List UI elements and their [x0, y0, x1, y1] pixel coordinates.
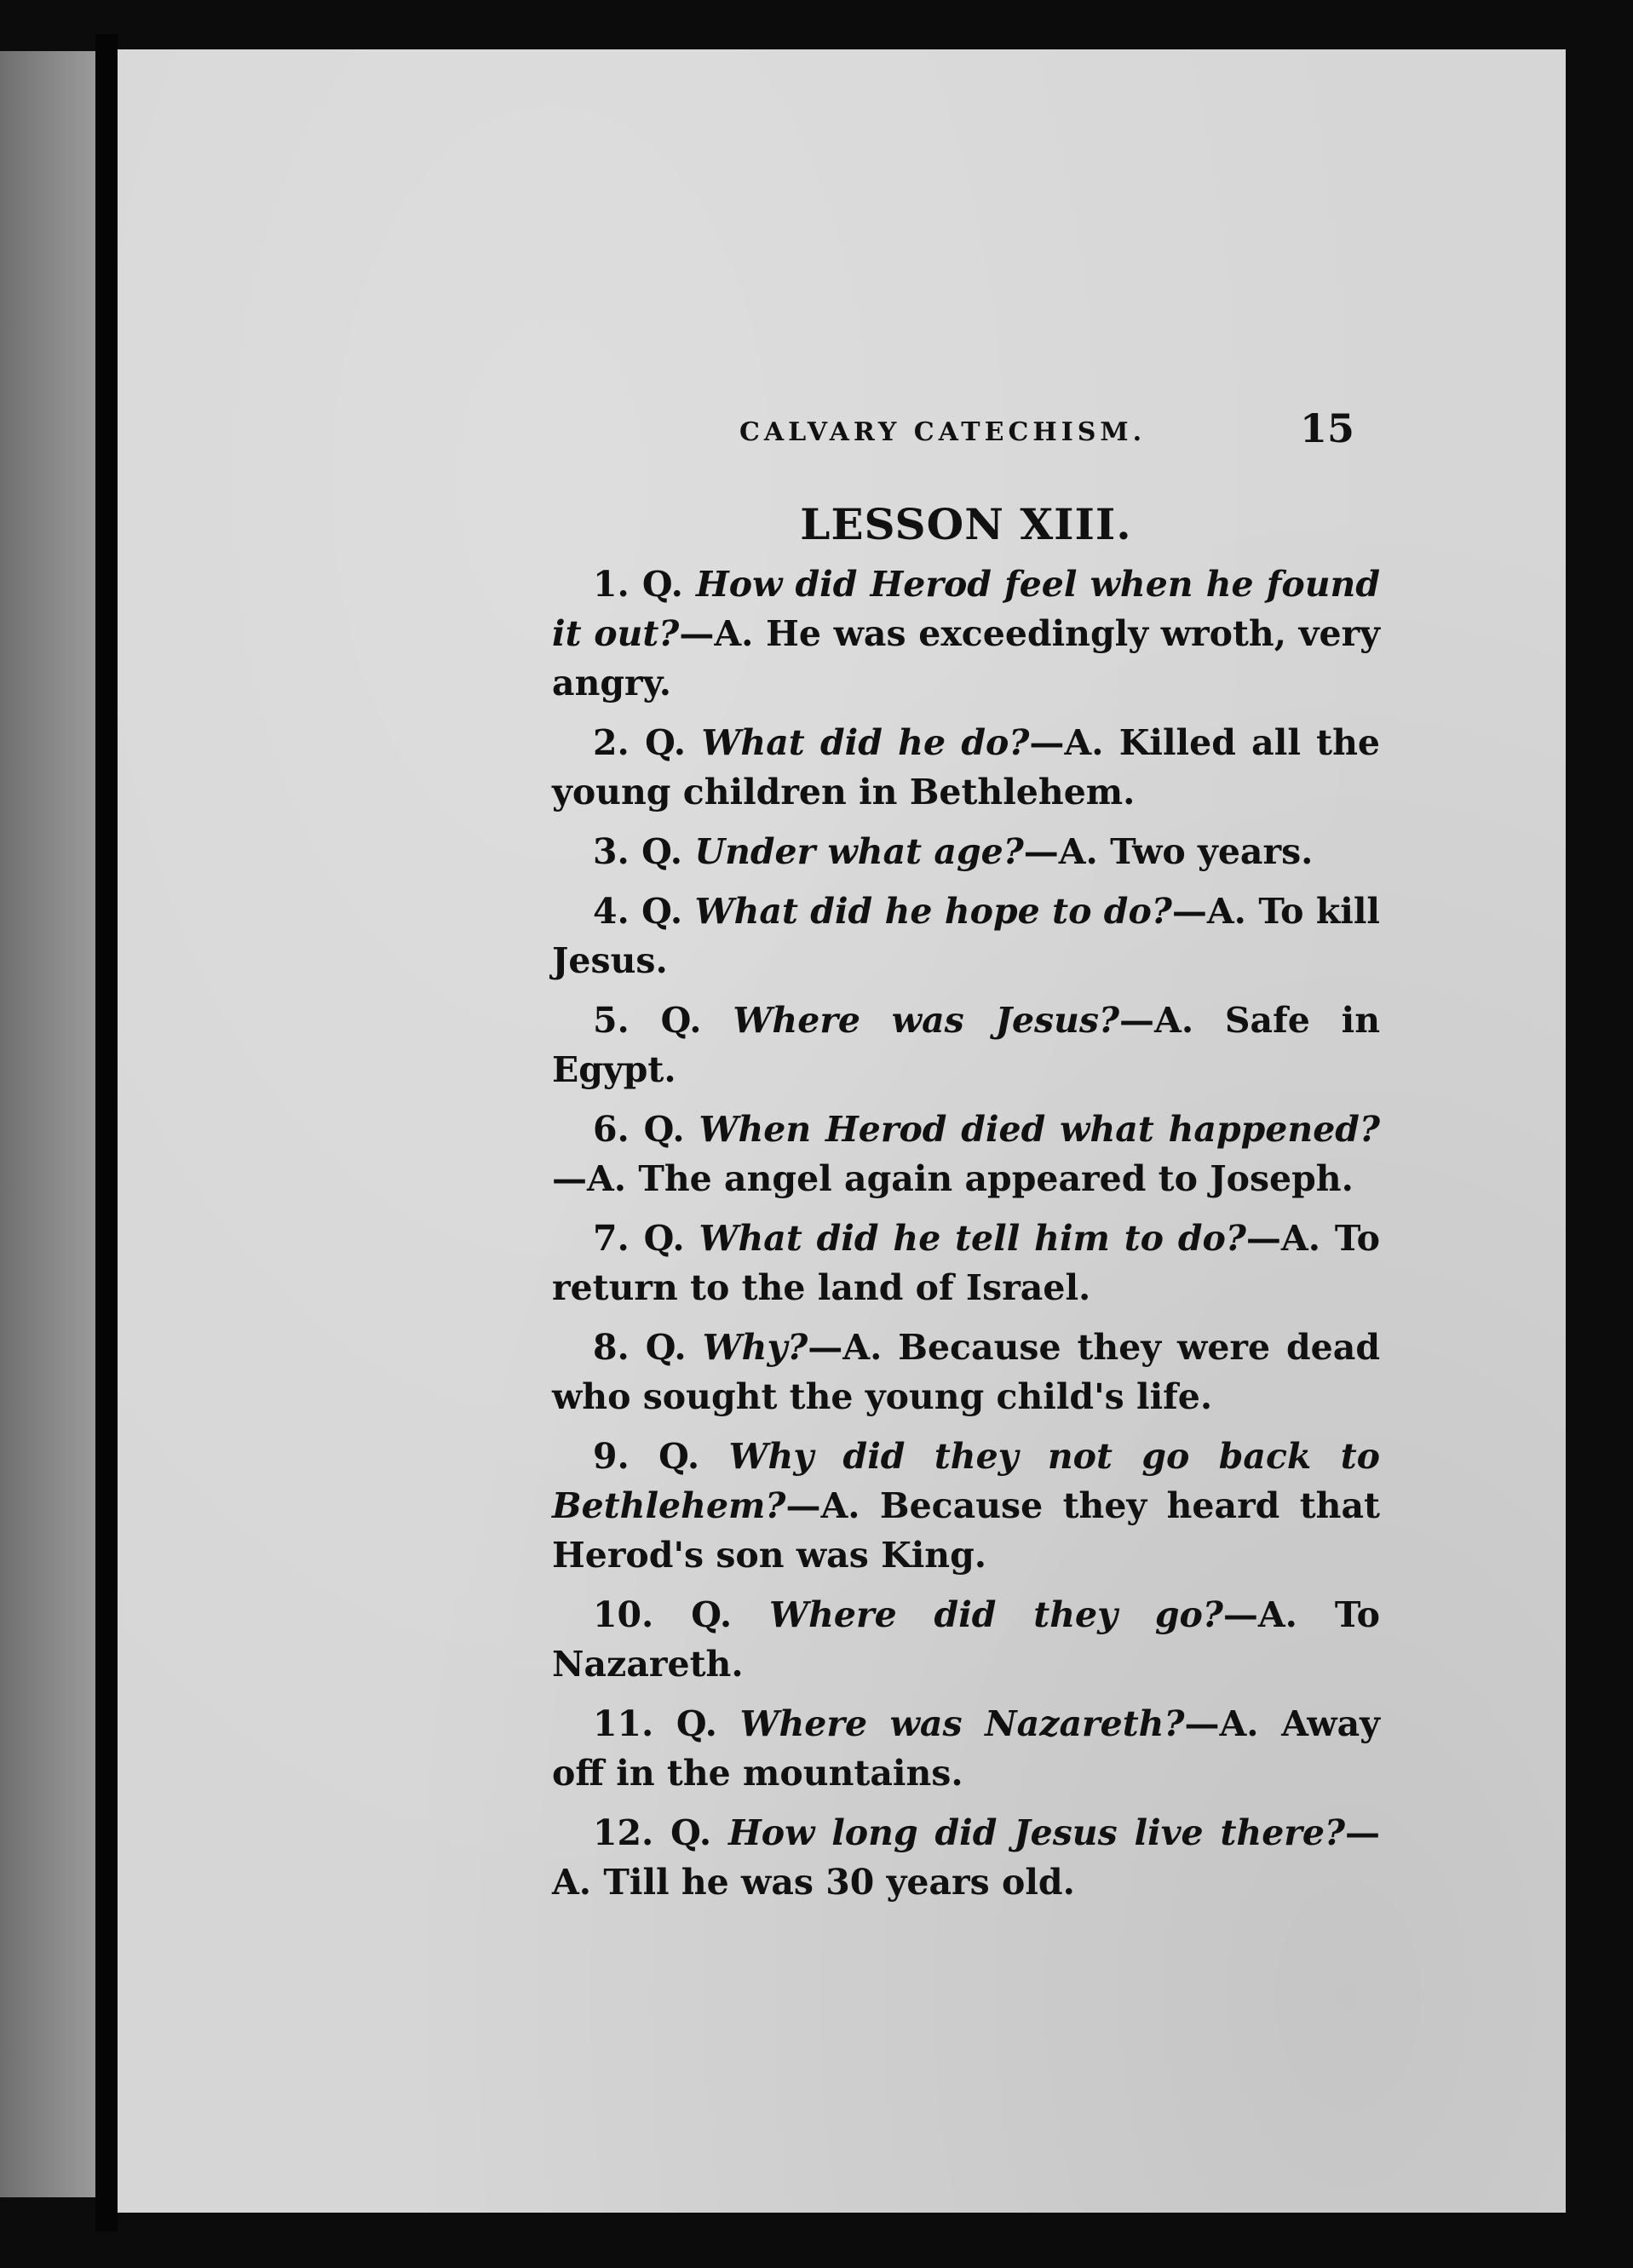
qa-item [552, 1214, 1380, 1312]
qa-item [552, 996, 1380, 1094]
answer-text: —A. To Nazareth. [552, 1594, 1380, 1685]
running-head [552, 405, 1380, 456]
question-text: Under what age? [694, 831, 1024, 872]
qa-item [552, 887, 1380, 985]
qa-item [552, 1590, 1380, 1689]
qa-item [552, 1808, 1380, 1907]
book-page [118, 49, 1566, 2213]
qa-item [552, 1323, 1380, 1421]
answer-text: —A. To return to the land of Israel. [552, 1218, 1380, 1308]
qa-label: 9. Q. [593, 1436, 700, 1477]
answer-text: —A. Safe in Egypt. [552, 1000, 1380, 1090]
qa-label: 5. Q. [593, 1000, 702, 1041]
qa-label: 10. Q. [593, 1594, 733, 1635]
qa-label: 8. Q. [593, 1327, 687, 1368]
qa-item [552, 1432, 1380, 1580]
answer-text: —A. To kill Jesus. [552, 891, 1380, 981]
question-text: Why? [702, 1327, 808, 1368]
answer-text: —A. Two years. [1023, 831, 1314, 872]
answer-text: —A. He was exceedingly wroth, very angry. [552, 613, 1380, 703]
running-title: CALVARY CATECHISM. [739, 417, 1147, 447]
qa-item [552, 560, 1380, 708]
qa-item [552, 1699, 1380, 1798]
qa-item [552, 718, 1380, 817]
question-text: What did he hope to do? [694, 891, 1172, 932]
qa-label: 3. Q. [593, 831, 683, 872]
question-text: Where did they go? [769, 1594, 1223, 1635]
qa-list [552, 560, 1380, 1907]
qa-label: 11. Q. [593, 1703, 717, 1744]
qa-label: 12. Q. [593, 1812, 712, 1853]
question-text: What did he do? [701, 722, 1030, 763]
book-gutter [95, 34, 118, 2231]
qa-item [552, 1105, 1380, 1203]
answer-text: —A. Till he was 30 years old. [552, 1812, 1380, 1903]
answer-text: —A. Because they were dead who sought the young child's life. [552, 1327, 1380, 1417]
question-text: What did he tell him to do? [699, 1218, 1246, 1259]
qa-label: 6. Q. [593, 1109, 685, 1150]
qa-label: 1. Q. [593, 564, 683, 605]
qa-label: 2. Q. [593, 722, 687, 763]
facing-page-edge [0, 51, 95, 2197]
question-text: When Herod died what happened? [699, 1109, 1380, 1150]
question-text: Where was Nazareth? [739, 1703, 1185, 1744]
lesson-title: LESSON XIII. [800, 499, 1132, 549]
answer-text: —A. Away off in the mountains. [552, 1703, 1380, 1794]
page-number: 15 [1299, 405, 1354, 451]
qa-label: 7. Q. [593, 1218, 685, 1259]
answer-text: —A. The angel again appeared to Joseph. [552, 1158, 1354, 1199]
question-text: How did Herod feel when he found it out? [552, 564, 1380, 654]
answer-text: —A. Because they heard that Herod's son was King. [552, 1485, 1380, 1576]
question-text: Why did they not go back to Bethlehem? [552, 1436, 1380, 1526]
text-column [552, 405, 1380, 1917]
question-text: How long did Jesus live there? [728, 1812, 1345, 1853]
question-text: Where was Jesus? [733, 1000, 1120, 1041]
answer-text: —A. Killed all the young children in Bethlehem. [552, 722, 1381, 812]
qa-item [552, 827, 1380, 876]
qa-label: 4. Q. [593, 891, 683, 932]
